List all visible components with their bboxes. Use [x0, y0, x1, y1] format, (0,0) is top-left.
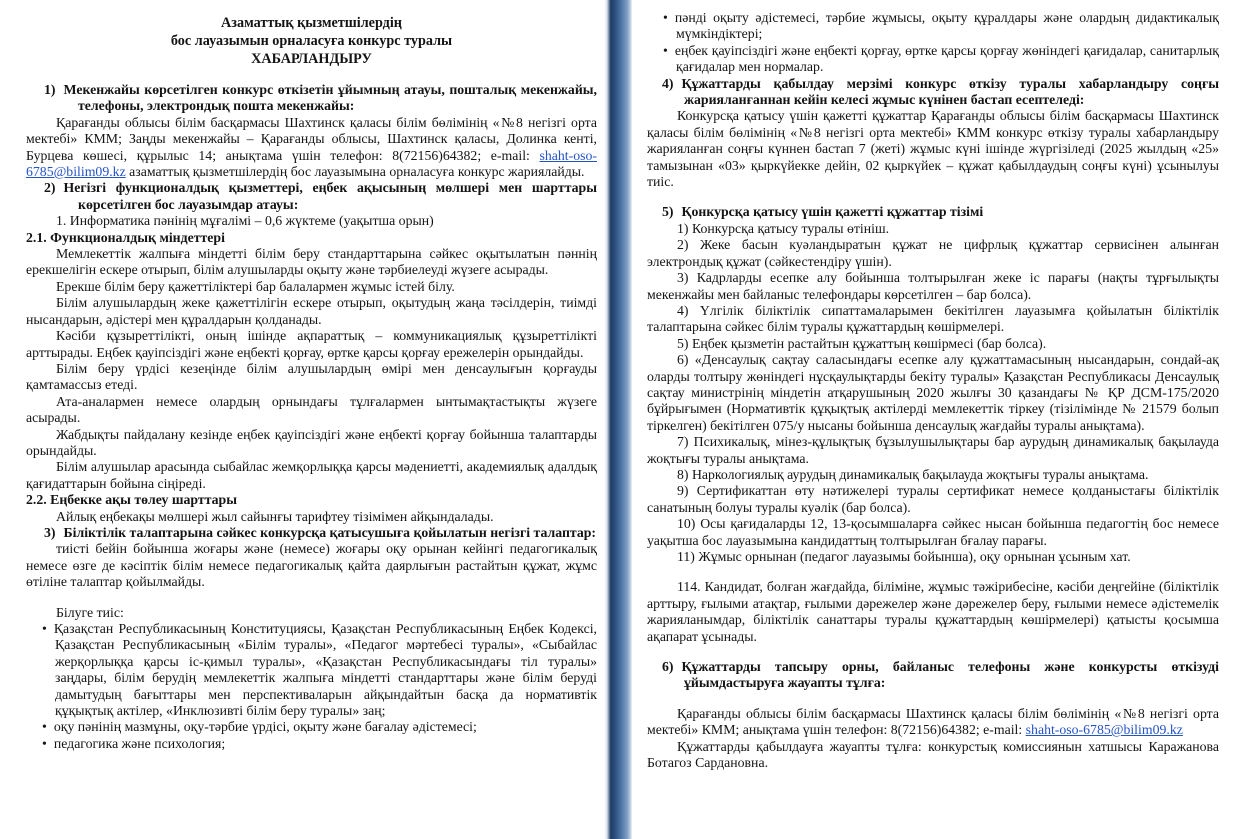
contact-text: Қарағанды облысы білім басқармасы Шахтинск қаласы білім бөлімінің «№8 негізгі орта мектебі» КММ; анықтама үшін телефон: 8(72156)64382; e-mail: [647, 705, 1219, 738]
doc-item: 5) Еңбек қызметін растайтын құжаттың көшірмесі (бар болса). [677, 335, 1047, 351]
page-1 [0, 0, 606, 839]
duty-paragraph: Ерекше білім беру қажеттіліктері бар балалармен жұмыс істей білу. [56, 278, 455, 294]
org-address-text-after-link: азаматтық қызметшілердің бос лауазымына орналасуға конкурс жариялайды. [125, 164, 585, 180]
duty-paragraph: Ата-аналармен немесе олардың орнындағы тұлғалармен ынтымақтастықты жүзеге асырады. [26, 393, 597, 426]
heading-3-number: 3) [44, 524, 56, 540]
doc-item: 11) Жұмыс орнынан (педагог лауазымы бойынша), оқу орнынан ұсыным хат. [677, 549, 1131, 564]
doc-item: 10) Осы қағидаларды 12, 13-қосымшаларға сәйкес нысан бойынша педагогтің бос немесе уақытша бос лауазымына кандидаттың толтырылған бғалау парағы. [647, 516, 1219, 548]
bullet-icon: • [42, 719, 47, 735]
responsible-person-paragraph: Құжаттарды қабылдауға жауапты тұлға: конкурстық комиссиянын хатшысы Каражанова Ботагоз Сардановна. [647, 738, 1219, 771]
heading-2-text: Негізгі функционалдық қызметтері, еңбек ақысының мөлшері мен шарттары көрсетілген бос лауазымдар атауы: [63, 180, 597, 212]
subheading-2-1: 2.1. Функционалдық міндеттері [26, 229, 225, 245]
duty-paragraph: Жабдықты пайдалану кезінде еңбек қауіпсіздігі және еңбекті қорғау бойынша талаптарды орындайды. [26, 426, 597, 458]
heading-5-number: 5) [662, 204, 674, 220]
email-link[interactable]: shaht-oso-6785@bilim09.kz [26, 147, 597, 180]
doc-item: 6) «Денсаулық сақтау саласындағы есепке алу құжаттамасының нысандарын, сондай-ақ оларды толтыру жөніндегі нұсқаулықтарды бекіту туралы» Қазақстан Республикасы Денсаулық сақтау министрінің міндетін атқарушының 2020 жылғы 30 қазандағы № ҚР ДСМ-175/2020 бұйрығымен (Нормативтік құқықтық актілерді мемлекеттік тіркеу (тізілімінде № 21579 болып тіркелген) бекітілген 075/у нысаны бойынша денсаулық жағдайы туралы анықтама). [647, 352, 1219, 433]
heading-6-number: 6) [662, 659, 674, 675]
org-address-paragraph [26, 115, 597, 181]
spacer [647, 692, 1219, 706]
contact-paragraph [647, 706, 1219, 739]
spacer [647, 190, 1219, 204]
heading-6 [662, 659, 1219, 692]
page-2 [632, 0, 1237, 839]
heading-1-text: Мекенжайы көрсетілген конкурс өткізетін ұйымның атауы, пошталық мекенжайы, телефоны, электрондық пошта мекенжайы: [63, 82, 597, 114]
heading-2-number: 2) [44, 180, 56, 196]
heading-3 [44, 524, 597, 541]
title-line-1: Азаматтық қызметшілердің [221, 15, 402, 31]
heading-4 [662, 75, 1219, 109]
list-item [42, 735, 597, 752]
duty-paragraph: Кәсіби құзыреттілікті, оның ішінде ақпараттық – коммуникациялық құзыреттілікті арттырады. Еңбек қауіпсіздігі және еңбекті қорғау, өртке қарсы қорғау ережелерін орындайды. [26, 328, 597, 360]
candidate-info-paragraph: 114. Кандидат, болған жағдайда, біліміне, жұмыс тәжірибесіне, кәсіби деңгейіне (біліктілік арттыру, ғылыми атақтар, ғылыми дәрежелер және дәрежелер беру, ғылыми немесе әдістемелік жарияланымдар, біліктілік санаттары туралы құжаттардың көшірмелері) қатысты қосымша ақапарат ұсынады. [647, 579, 1219, 644]
heading-3-text: Біліктілік талаптарына сәйкес конкурсқа қатысушыға қойылатын негізгі талаптар: [63, 524, 597, 540]
list-item-text: педагогика және психология; [53, 735, 226, 751]
know-title: Білуге тиіс: [56, 604, 124, 620]
doc-item: 2) Жеке басын куәландыратын құжат не цифрлық құжаттар сервисінен алынған электрондық құжат (сәйкестендіру үшін). [647, 237, 1219, 269]
heading-1 [44, 82, 597, 115]
email-link[interactable]: shaht-oso-6785@bilim09.kz [1025, 722, 1183, 738]
doc-item: 9) Сертификаттан өту нәтижелері туралы сертификат немесе қолданыстағы біліктілік санатының болуы туралы куәлік (бар болса). [647, 483, 1219, 515]
org-address-text: Қарағанды облысы білім басқармасы Шахтинск қаласы білім бөлімінің «№8 негізгі орта мектебі» КММ; Заңды мекенжайы – Қарағанды облысы, Шахтинск қаласы, Долинка кенті, Бурцева көшесі, құрылыс 14; анықтама үшін телефон: 8(72156)64382; e-mail: [26, 114, 597, 163]
document-title [26, 14, 597, 68]
list-item [42, 719, 597, 735]
requirements-paragraph: тиісті бейін бойынша жоғары және (немесе) жоғары оқу орынан кейінгі педагогикалық немесе өзге де кәсіптік білім немесе педагогикалық қайта даярлығын растайтын құжат, жұмс өтіліне талаптар қойылмайды. [26, 541, 597, 590]
vacancy-paragraph: 1. Информатика пәнінің мұғалімі – 0,6 жүктеме (уақытша орын) [56, 213, 434, 229]
doc-item: 4) Үлгілік біліктілік сипаттамаларымен бекітілген лауазымға қойылатын біліктілік талаптарына сәйкес білім туралы құжаттардың көшірмелері. [647, 302, 1219, 335]
heading-5 [662, 204, 1219, 220]
list-item [42, 621, 597, 719]
bullet-icon: • [663, 42, 668, 58]
duty-paragraph: Білім алушылардың жеке қажеттілігін ескере отырып, оқытудың жаңа тәсілдерін, тиімді нысандарын, әдістері мен құралдарын қолданады. [26, 295, 597, 327]
spacer [26, 591, 597, 605]
title-line-3: ХАБАРЛАНДЫРУ [251, 51, 372, 67]
duty-paragraph: Мемлекеттік жалпыға міндетті білім беру стандарттарына сәйкес оқытылатын пәннің ерекшелігін ескере отырып, білім алушыларды оқыту және тәрбиелеуді жүзеге асырады. [26, 246, 597, 278]
heading-4-text: Құжаттарды қабылдау мерзімі конкурс өткізу туралы хабарландыру соңғы жарияланғаннан кейін келесі жұмыс күнінен бастап есептеледі: [681, 75, 1219, 108]
doc-item: 7) Психикалық, мінез-құлықтық бұзылушылықтары бар аурудың динамикалық бақылауда жоқтығы туралы анықтама. [647, 434, 1219, 466]
list-item-text: пәнді оқыту әдістемесі, тәрбие жұмысы, оқыту құралдары және олардың дидактикалық мүмкіндіктері; [674, 10, 1219, 42]
list-item [663, 42, 1219, 76]
spacer [26, 68, 597, 82]
heading-6-text: Құжаттарды тапсыру орны, байланыс телефоны және конкурсты өткізуді ұйымдастыруға жауапты тұлға: [681, 659, 1219, 691]
heading-2 [44, 180, 597, 213]
list-item-text: оқу пәнінің мазмұны, оқу-тәрбие үрдісі, оқыту және бағалау әдістемесі; [53, 719, 477, 735]
heading-4-number: 4) [662, 75, 674, 91]
heading-5-text: Қонкурсқа қатысу үшін қажетті құжаттар тізімі [681, 204, 984, 220]
heading-1-number: 1) [44, 82, 56, 97]
bullet-icon: • [42, 735, 47, 751]
duty-paragraph: Білім беру үрдісі кезеңінде білім алушылардың өмірі мен денсаулығын қорғауды қамтамассыз етеді. [26, 360, 597, 393]
duty-paragraph: Білім алушылар арасында сыбайлас жемқорлыққа қарсы мәдениетті, академиялық адалдық қағидаттарын бойына сіңіреді. [26, 459, 597, 491]
list-item-text: Қазақстан Республикасының Конституциясы, Қазақстан Республикасының Еңбек Кодексі, Қазақстан Республикасының «Білім туралы», «Педагог мәртебесі туралы», «Сыбайлас жерқорлыққа қарсы іс-қимыл туралы», «Қазақстан Республикасындағы тіл туралы» заңдары, білім берудің мемлекеттік жалпыға міндетті стандарттары және білім беруді дамытудың бағыттары мен перспективаларын айқындайтын басқа да нормативтік құқықтық актілер, «Инклюзивті білім беру туралы» заң; [53, 621, 597, 719]
list-item [663, 10, 1219, 43]
deadline-paragraph: Конкурсқа қатысу үшін қажетті құжаттар Қарағанды облысы білім басқармасы Шахтинск қаласы білім бөлімінің «№8 негізгі орта мектебі» КММ конкурс өткізу туралы хабарландыру жарияланған соңғы күннен бастап 7 (жеті) жұмыс күні ішінде жүргізіледі (2025 жылдың «25» тамызынан «03» қыркүйекке дейін, 02 қыркүйек – құжат қабылдаудың соңғы күні) ұсынылуы тиіс. [647, 108, 1219, 190]
bullet-icon: • [42, 621, 47, 636]
subheading-2-2: 2.2. Еңбекке ақы төлеу шарттары [26, 492, 237, 508]
list-item-text: еңбек қауіпсіздігі және еңбекті қорғау, өртке қарсы қорғау жөніндегі қағидалар, санитарлық қағидалар мен нормалар. [674, 42, 1219, 75]
spacer [647, 645, 1219, 659]
doc-item: 3) Кадрларды есепке алу бойынша толтырылған жеке іс парағы (нақты тұрғылықты мекенжайы мен байланыс телефондары көрсетілген – бар болса). [647, 270, 1219, 302]
salary-paragraph: Айлық еңбекақы мөлшері жыл сайынғы тарифтеу тізімімен айқындалады. [56, 508, 494, 524]
spacer [647, 565, 1219, 579]
title-line-2: бос лауазымын орналасуға конкурс туралы [170, 33, 453, 49]
doc-item: 8) Наркологиялық аурудың динамикалық бақылауда жоқтығы туралы анықтама. [677, 466, 1149, 482]
doc-item: 1) Конкурсқа қатысу туралы өтініш. [677, 220, 890, 236]
bullet-icon: • [663, 10, 668, 25]
page-divider [604, 0, 632, 839]
